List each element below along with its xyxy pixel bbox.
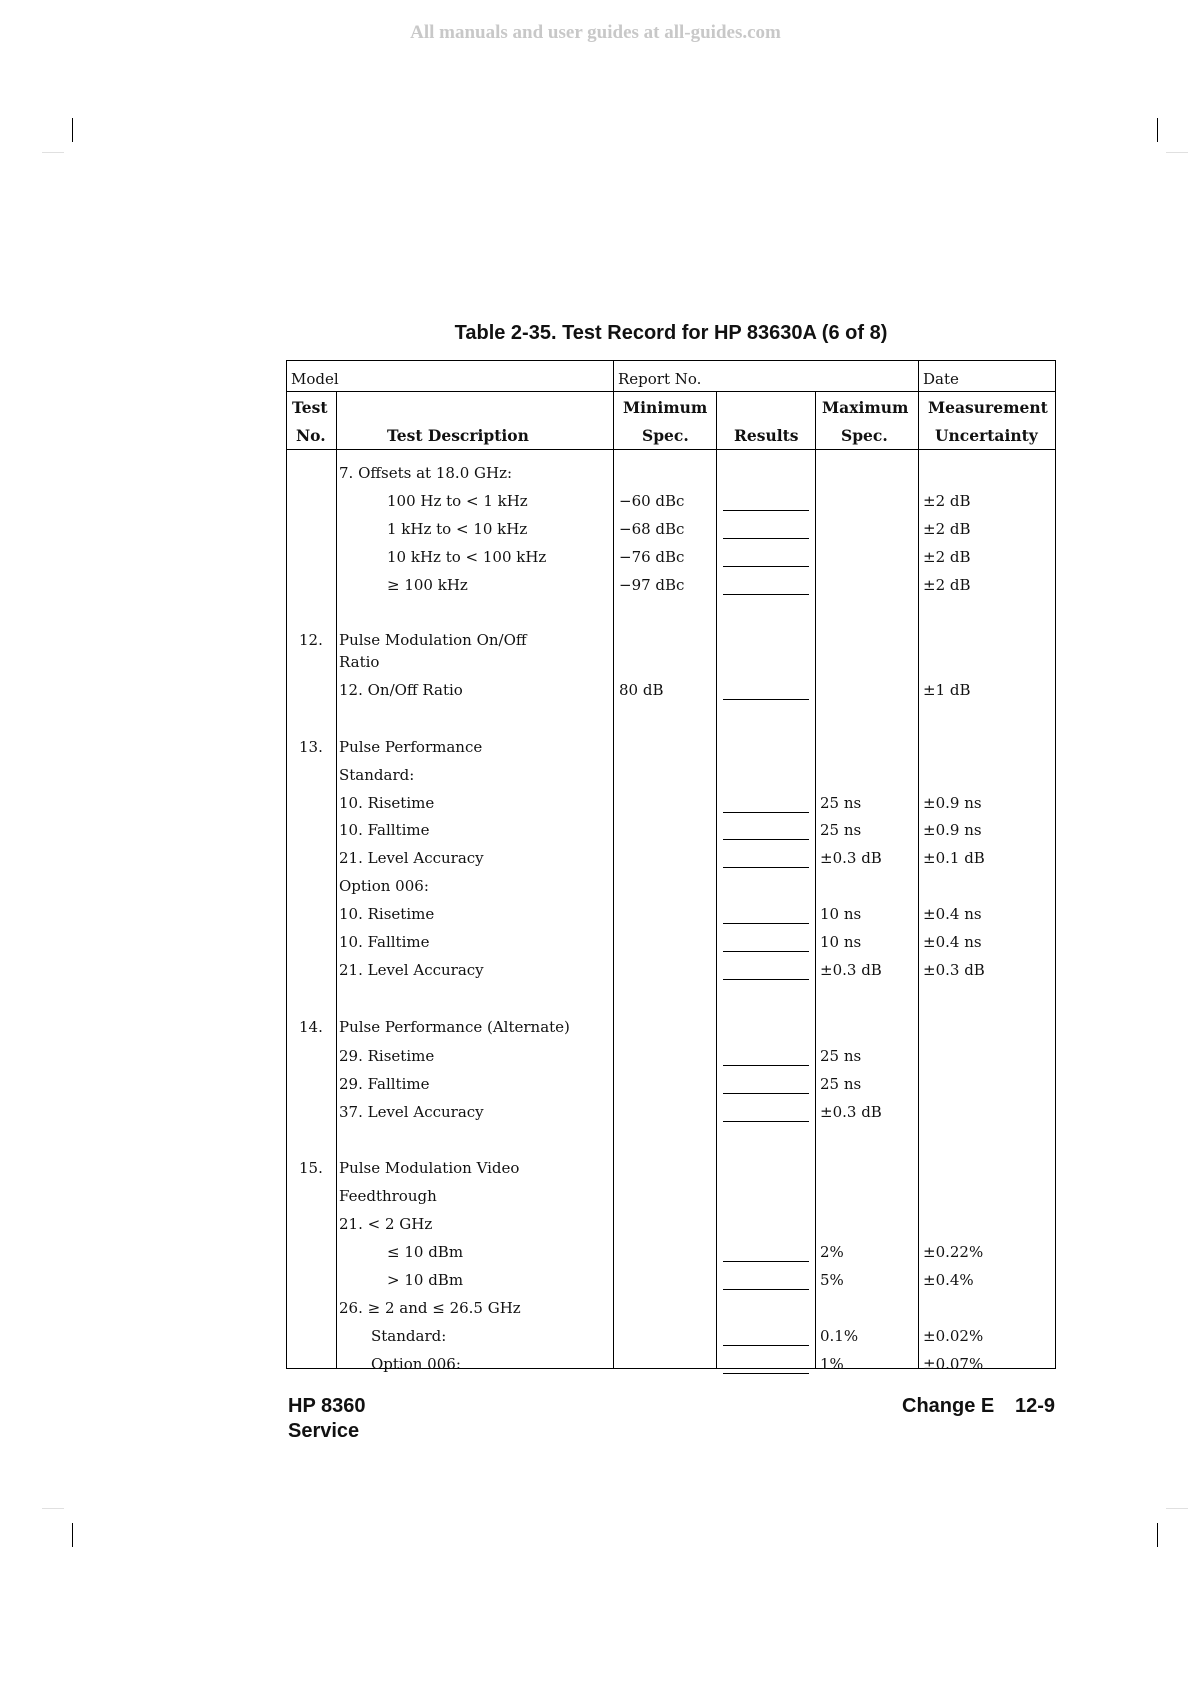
watermark: All manuals and user guides at all-guides.com	[410, 22, 781, 43]
maximum-spec: ±0.3 dB	[820, 1103, 882, 1121]
header-maximum-spec: Spec.	[841, 426, 888, 445]
column-divider	[815, 391, 816, 1368]
result-entry-field[interactable]	[723, 699, 809, 700]
maximum-spec: 0.1%	[820, 1327, 859, 1345]
test-description: Ratio	[339, 653, 380, 671]
measurement-uncertainty: ±1 dB	[923, 681, 971, 699]
maximum-spec: 10 ns	[820, 905, 862, 923]
column-divider	[716, 391, 717, 1368]
measurement-uncertainty: ±2 dB	[923, 492, 971, 510]
footer-model: HP 8360	[288, 1395, 366, 1417]
test-description: 21. Level Accuracy	[339, 961, 484, 979]
result-entry-field[interactable]	[723, 979, 809, 980]
test-description: Pulse Performance	[339, 738, 483, 756]
test-description: ≤ 10 dBm	[387, 1243, 464, 1261]
measurement-uncertainty: ±2 dB	[923, 548, 971, 566]
measurement-uncertainty: ±0.9 ns	[923, 821, 982, 839]
test-description: Standard:	[371, 1327, 447, 1345]
result-entry-field[interactable]	[723, 1261, 809, 1262]
measurement-uncertainty: ±0.4 ns	[923, 933, 982, 951]
test-description: 10 kHz to < 100 kHz	[387, 548, 547, 566]
header-measurement-uncertainty: Uncertainty	[935, 426, 1038, 445]
maximum-spec: 10 ns	[820, 933, 862, 951]
date-label: Date	[923, 370, 959, 388]
measurement-uncertainty: ±0.22%	[923, 1243, 984, 1261]
minimum-spec: −68 dBc	[619, 520, 685, 538]
test-description: 12. On/Off Ratio	[339, 681, 463, 699]
measurement-uncertainty: ±0.1 dB	[923, 849, 985, 867]
test-description: Pulse Performance (Alternate)	[339, 1018, 570, 1036]
column-divider	[613, 361, 614, 1368]
column-divider	[918, 361, 919, 1368]
measurement-uncertainty: ±2 dB	[923, 520, 971, 538]
minimum-spec: −60 dBc	[619, 492, 685, 510]
result-entry-field[interactable]	[723, 1373, 809, 1374]
result-entry-field[interactable]	[723, 538, 809, 539]
header-divider	[287, 449, 1055, 450]
test-description: 21. Level Accuracy	[339, 849, 484, 867]
info-row-divider	[287, 391, 1055, 392]
measurement-uncertainty: ±0.9 ns	[923, 794, 982, 812]
crop-mark	[42, 1508, 64, 1509]
crop-mark	[72, 1523, 73, 1547]
test-description: ≥ 100 kHz	[387, 576, 468, 594]
test-number: 12.	[299, 631, 323, 649]
header-test-no: Test	[292, 398, 328, 417]
result-entry-field[interactable]	[723, 510, 809, 511]
maximum-spec: 2%	[820, 1243, 844, 1261]
test-description: 29. Risetime	[339, 1047, 435, 1065]
result-entry-field[interactable]	[723, 923, 809, 924]
test-description: Option 006:	[371, 1355, 461, 1373]
test-description: 1 kHz to < 10 kHz	[387, 520, 528, 538]
footer-page-number: 12-9	[1015, 1395, 1056, 1417]
footer-section: Service	[288, 1420, 360, 1442]
test-description: 7. Offsets at 18.0 GHz:	[339, 464, 513, 482]
measurement-uncertainty: ±0.3 dB	[923, 961, 985, 979]
header-test-no: No.	[296, 426, 326, 445]
test-description: 29. Falltime	[339, 1075, 430, 1093]
test-description: Feedthrough	[339, 1187, 437, 1205]
header-minimum-spec: Spec.	[642, 426, 689, 445]
measurement-uncertainty: ±0.4%	[923, 1271, 974, 1289]
measurement-uncertainty: ±0.4 ns	[923, 905, 982, 923]
table-title: Table 2-35. Test Record for HP 83630A (6 of 8)	[454, 322, 888, 344]
maximum-spec: ±0.3 dB	[820, 849, 882, 867]
model-label: Model	[291, 370, 339, 388]
result-entry-field[interactable]	[723, 867, 809, 868]
header-measurement-uncertainty: Measurement	[928, 398, 1048, 417]
header-test-description: Test Description	[387, 426, 529, 445]
crop-mark	[42, 152, 64, 153]
report-no-label: Report No.	[618, 370, 702, 388]
result-entry-field[interactable]	[723, 566, 809, 567]
header-minimum-spec: Minimum	[623, 398, 708, 417]
footer-change: Change E	[902, 1395, 995, 1417]
test-description: 100 Hz to < 1 kHz	[387, 492, 528, 510]
result-entry-field[interactable]	[723, 1065, 809, 1066]
column-divider	[336, 391, 337, 1368]
test-description: 37. Level Accuracy	[339, 1103, 484, 1121]
maximum-spec: 25 ns	[820, 821, 862, 839]
maximum-spec: 25 ns	[820, 1047, 862, 1065]
measurement-uncertainty: ±0.07%	[923, 1355, 984, 1373]
maximum-spec: 1%	[820, 1355, 844, 1373]
crop-mark	[1157, 118, 1158, 142]
result-entry-field[interactable]	[723, 839, 809, 840]
crop-mark	[1166, 1508, 1188, 1509]
measurement-uncertainty: ±2 dB	[923, 576, 971, 594]
test-description: Pulse Modulation On/Off	[339, 631, 527, 649]
result-entry-field[interactable]	[723, 594, 809, 595]
test-description: 10. Falltime	[339, 821, 430, 839]
maximum-spec: 25 ns	[820, 794, 862, 812]
test-number: 14.	[299, 1018, 323, 1036]
test-number: 13.	[299, 738, 323, 756]
test-description: 10. Falltime	[339, 933, 430, 951]
crop-mark	[72, 118, 73, 142]
test-description: Pulse Modulation Video	[339, 1159, 520, 1177]
test-description: > 10 dBm	[387, 1271, 464, 1289]
test-number: 15.	[299, 1159, 323, 1177]
test-description: Option 006:	[339, 877, 429, 895]
result-entry-field[interactable]	[723, 1345, 809, 1346]
result-entry-field[interactable]	[723, 1289, 809, 1290]
minimum-spec: 80 dB	[619, 681, 664, 699]
test-description: 10. Risetime	[339, 905, 435, 923]
header-maximum-spec: Maximum	[822, 398, 909, 417]
result-entry-field[interactable]	[723, 951, 809, 952]
test-record-table	[286, 360, 1056, 1373]
minimum-spec: −97 dBc	[619, 576, 685, 594]
maximum-spec: ±0.3 dB	[820, 961, 882, 979]
result-entry-field[interactable]	[723, 1121, 809, 1122]
maximum-spec: 25 ns	[820, 1075, 862, 1093]
test-description: Standard:	[339, 766, 415, 784]
crop-mark	[1157, 1523, 1158, 1547]
header-results: Results	[734, 426, 799, 445]
result-entry-field[interactable]	[723, 1093, 809, 1094]
test-description: 21. < 2 GHz	[339, 1215, 433, 1233]
test-description: 10. Risetime	[339, 794, 435, 812]
test-description: 26. ≥ 2 and ≤ 26.5 GHz	[339, 1299, 521, 1317]
minimum-spec: −76 dBc	[619, 548, 685, 566]
measurement-uncertainty: ±0.02%	[923, 1327, 984, 1345]
crop-mark	[1166, 152, 1188, 153]
result-entry-field[interactable]	[723, 812, 809, 813]
maximum-spec: 5%	[820, 1271, 844, 1289]
